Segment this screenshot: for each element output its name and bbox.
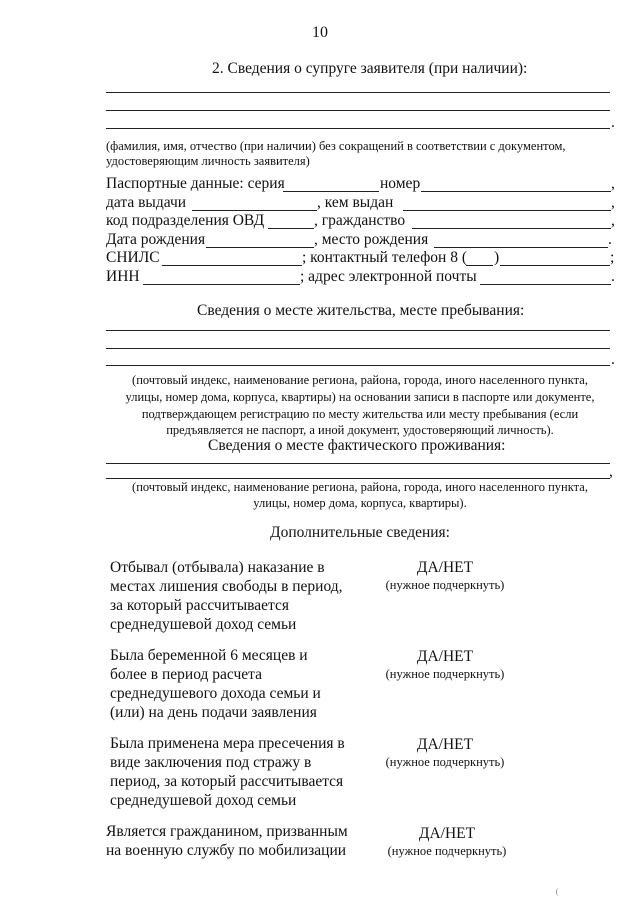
passport-number-field[interactable] xyxy=(421,191,611,192)
issue-date-field[interactable] xyxy=(192,210,317,211)
number-label: номер xyxy=(380,175,421,192)
answer-2-hint: (нужное подчеркнуть) xyxy=(385,667,505,681)
question-4-line-2: на военную службу по мобилизации xyxy=(106,842,347,859)
section-title: 2. Сведения о супруге заявителя (при наличии): xyxy=(212,60,528,77)
citizenship-field[interactable] xyxy=(412,228,611,229)
comma: , xyxy=(611,175,615,192)
residence-line-2[interactable] xyxy=(106,348,610,349)
actual-residence-note-line-1: (почтовый индекс, наименование региона, района, города, иного населенного пункта, xyxy=(132,480,588,494)
phone-close: ) xyxy=(494,249,500,266)
issued-by-label: , кем выдан xyxy=(317,194,394,211)
period-mark: . xyxy=(611,114,615,131)
name-note-line-2: удостоверяющим личность заявителя) xyxy=(106,154,310,168)
answer-4-options[interactable]: ДА/НЕТ xyxy=(418,825,476,842)
question-3-line-2: виде заключения под стражу в xyxy=(110,754,312,771)
ovd-code-field[interactable] xyxy=(268,228,314,229)
spouse-name-line-1[interactable] xyxy=(106,92,610,93)
email-field[interactable] xyxy=(480,284,611,285)
answer-4[interactable] xyxy=(362,824,532,859)
answer-3-hint: (нужное подчеркнуть) xyxy=(385,755,505,769)
phone-label: ; контактный телефон 8 ( xyxy=(302,249,467,266)
page-number: 10 xyxy=(312,24,328,41)
semicolon: ; xyxy=(610,249,615,266)
snils-label: СНИЛС xyxy=(106,249,160,266)
passport-series-field[interactable] xyxy=(283,191,379,192)
residence-note-line-2: улицы, номер дома, корпуса, квартиры) на основании записи в паспорте или документе, xyxy=(125,390,595,404)
birth-date-field[interactable] xyxy=(206,247,314,248)
actual-residence-line-1[interactable] xyxy=(106,463,610,464)
period-mark: . xyxy=(611,268,615,285)
ovd-code-label: код подразделения ОВД xyxy=(106,212,265,229)
question-1-line-2: местах лишения свободы в период, xyxy=(110,578,343,595)
phone-number-field[interactable] xyxy=(500,265,610,266)
comma: , xyxy=(611,212,615,229)
answer-3[interactable] xyxy=(360,735,530,770)
answer-4-hint: (нужное подчеркнуть) xyxy=(387,844,507,858)
spouse-name-line-2[interactable] xyxy=(106,110,610,111)
additional-title: Дополнительные сведения: xyxy=(270,524,450,541)
snils-field[interactable] xyxy=(162,265,302,266)
question-2-line-3: среднедушевого дохода семьи и xyxy=(110,685,321,702)
passport-label: Паспортные данные: серия xyxy=(106,175,285,192)
question-2-line-1: Была беременной 6 месяцев и xyxy=(110,647,308,664)
scan-mark xyxy=(556,888,562,896)
question-2-line-2: более в период расчета xyxy=(110,666,262,683)
question-3-line-3: период, за который рассчитывается xyxy=(110,773,344,790)
question-1-line-3: за который рассчитывается xyxy=(110,597,290,614)
question-2-line-4: (или) на день подачи заявления xyxy=(110,704,317,721)
issued-by-field[interactable] xyxy=(403,210,611,211)
residence-title: Сведения о месте жительства, месте пребывания: xyxy=(197,302,525,319)
spouse-name-line-3[interactable] xyxy=(106,128,610,129)
residence-note-line-1: (почтовый индекс, наименование региона, района, города, иного населенного пункта, xyxy=(132,373,588,387)
answer-1[interactable] xyxy=(360,558,530,593)
answer-1-options[interactable]: ДА/НЕТ xyxy=(416,559,474,576)
residence-note-line-3: подтверждающем регистрацию по месту жительства или месту пребывания (если xyxy=(141,407,579,421)
actual-residence-note-line-2: улицы, номер дома, корпуса, квартиры). xyxy=(253,496,467,510)
birth-date-label: Дата рождения xyxy=(106,231,206,248)
answer-2-options[interactable]: ДА/НЕТ xyxy=(416,648,474,665)
actual-residence-title: Сведения о месте фактического проживания: xyxy=(208,437,506,454)
period-mark: . xyxy=(611,351,615,368)
inn-field[interactable] xyxy=(143,284,300,285)
residence-line-1[interactable] xyxy=(106,330,610,331)
inn-label: ИНН xyxy=(106,268,140,285)
citizenship-label: , гражданство xyxy=(314,212,406,229)
answer-2[interactable] xyxy=(360,647,530,682)
email-label: ; адрес электронной почты xyxy=(300,268,477,285)
comma: , xyxy=(611,194,615,211)
question-3-line-1: Была применена мера пресечения в xyxy=(110,735,345,752)
period-mark: . xyxy=(608,231,612,248)
birth-place-label: , место рождения xyxy=(314,231,429,248)
comma: , xyxy=(609,463,613,480)
question-1-line-1: Отбывал (отбывала) наказание в xyxy=(110,559,325,576)
answer-3-options[interactable]: ДА/НЕТ xyxy=(416,736,474,753)
issue-date-label: дата выдачи xyxy=(106,194,187,211)
question-3-line-4: среднедушевой доход семьи xyxy=(110,792,297,809)
birth-place-field[interactable] xyxy=(434,247,608,248)
question-1-line-4: среднедушевой доход семьи xyxy=(110,616,297,633)
name-note-line-1: (фамилия, имя, отчество (при наличии) без сокращений в соответствии с документом, xyxy=(106,139,566,153)
residence-note-line-4: предъявляется не паспорт, а иной документ, удостоверяющий личность). xyxy=(166,423,554,437)
residence-line-3[interactable] xyxy=(106,365,610,366)
question-4-line-1: Является гражданином, призванным xyxy=(106,823,348,840)
phone-code-field[interactable] xyxy=(466,265,493,266)
answer-1-hint: (нужное подчеркнуть) xyxy=(385,578,505,592)
